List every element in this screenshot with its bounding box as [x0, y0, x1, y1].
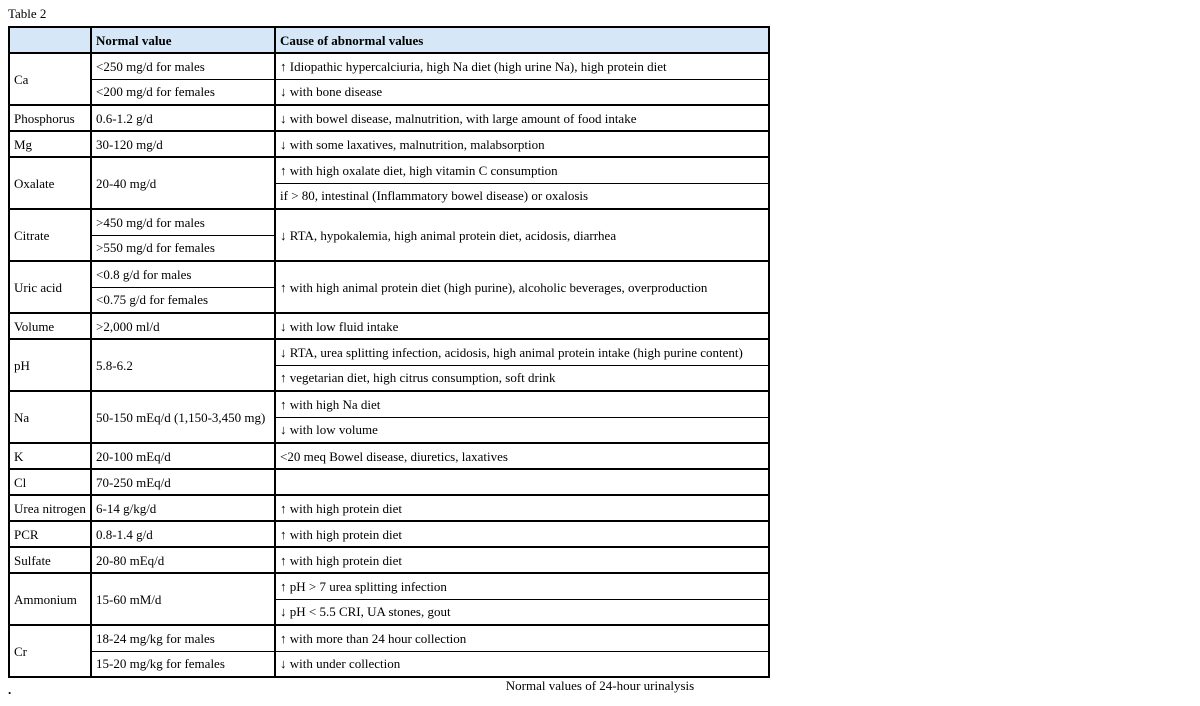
table-cell: Cl: [9, 469, 91, 495]
table-cell: Cr: [9, 625, 91, 677]
column-header: [9, 27, 91, 53]
table-cell: Sulfate: [9, 547, 91, 573]
table-cell: Citrate: [9, 209, 91, 261]
table-cell: ↓ RTA, hypokalemia, high animal protein diet, acidosis, diarrhea: [275, 209, 769, 261]
table-cell: ↑ with high oxalate diet, high vitamin C consumption: [275, 157, 769, 183]
table-row: [9, 651, 769, 677]
column-header: Cause of abnormal values: [275, 27, 769, 53]
table-cell: ↓ with low fluid intake: [275, 313, 769, 339]
table-cell: >450 mg/d for males: [91, 209, 275, 235]
table-cell: >2,000 ml/d: [91, 313, 275, 339]
table-cell: Mg: [9, 131, 91, 157]
table-row: [9, 495, 769, 521]
table-cell: ↑ with high protein diet: [275, 495, 769, 521]
table-cell: 20-40 mg/d: [91, 157, 275, 209]
table-body: [9, 53, 769, 677]
table-cell: 18-24 mg/kg for males: [91, 625, 275, 651]
table-row: [9, 547, 769, 573]
table-cell: Oxalate: [9, 157, 91, 209]
table-cell: Ammonium: [9, 573, 91, 625]
table-cell: 15-60 mM/d: [91, 573, 275, 625]
table-cell: Uric acid: [9, 261, 91, 313]
table-cell: ↓ with low volume: [275, 417, 769, 443]
table-cell: 0.8-1.4 g/d: [91, 521, 275, 547]
table-cell: ↑ pH > 7 urea splitting infection: [275, 573, 769, 599]
stray-period: .: [8, 682, 12, 697]
table-cell: 70-250 mEq/d: [91, 469, 275, 495]
table-cell: 6-14 g/kg/d: [91, 495, 275, 521]
table-row: [9, 443, 769, 469]
column-header: Normal value: [91, 27, 275, 53]
table-cell: K: [9, 443, 91, 469]
table-cell: <0.8 g/d for males: [91, 261, 275, 287]
table-cell: 0.6-1.2 g/d: [91, 105, 275, 131]
table-row: [9, 131, 769, 157]
table-cell: 20-100 mEq/d: [91, 443, 275, 469]
table-row: [9, 573, 769, 599]
table-row: [9, 469, 769, 495]
table-cell: >550 mg/d for females: [91, 235, 275, 261]
table-row: [9, 79, 769, 105]
table-cell: Ca: [9, 53, 91, 105]
table-cell: ↓ with some laxatives, malnutrition, malabsorption: [275, 131, 769, 157]
table-row: [9, 53, 769, 79]
urinalysis-table: [8, 26, 770, 678]
table-cell: <20 meq Bowel disease, diuretics, laxatives: [275, 443, 769, 469]
table-cell: pH: [9, 339, 91, 391]
table-row: [9, 313, 769, 339]
table-number-label: Table 2: [8, 6, 47, 21]
table-caption: Normal values of 24-hour urinalysis: [505, 678, 695, 693]
table-row: [9, 339, 769, 365]
table-cell: ↓ pH < 5.5 CRI, UA stones, gout: [275, 599, 769, 625]
table-cell: Na: [9, 391, 91, 443]
table-row: [9, 625, 769, 651]
table-cell: Urea nitrogen: [9, 495, 91, 521]
table-cell: <200 mg/d for females: [91, 79, 275, 105]
table-cell: ↑ with high protein diet: [275, 521, 769, 547]
table-cell: 50-150 mEq/d (1,150-3,450 mg): [91, 391, 275, 443]
table-row: [9, 261, 769, 287]
table-cell: 15-20 mg/kg for females: [91, 651, 275, 677]
table-row: [9, 105, 769, 131]
table-cell: 30-120 mg/d: [91, 131, 275, 157]
table-row: [9, 157, 769, 183]
table-cell: <250 mg/d for males: [91, 53, 275, 79]
table-cell: 20-80 mEq/d: [91, 547, 275, 573]
table-cell: <0.75 g/d for females: [91, 287, 275, 313]
table-cell: PCR: [9, 521, 91, 547]
table-cell: Volume: [9, 313, 91, 339]
table-cell: ↑ Idiopathic hypercalciuria, high Na diet (high urine Na), high protein diet: [275, 53, 769, 79]
table-cell: ↓ RTA, urea splitting infection, acidosis, high animal protein intake (high purine content): [275, 339, 769, 365]
header-row: [9, 27, 769, 53]
table-cell: ↑ with high protein diet: [275, 547, 769, 573]
table-cell: if > 80, intestinal (Inflammatory bowel disease) or oxalosis: [275, 183, 769, 209]
table-cell: [275, 469, 769, 495]
table-cell: ↑ with more than 24 hour collection: [275, 625, 769, 651]
table-row: [9, 391, 769, 417]
table-header: [9, 27, 769, 53]
table-cell: Phosphorus: [9, 105, 91, 131]
table-row: [9, 209, 769, 235]
table-cell: ↑ with high Na diet: [275, 391, 769, 417]
table-cell: ↓ with bowel disease, malnutrition, with large amount of food intake: [275, 105, 769, 131]
table-cell: ↑ vegetarian diet, high citrus consumption, soft drink: [275, 365, 769, 391]
table-cell: ↓ with under collection: [275, 651, 769, 677]
table-cell: 5.8-6.2: [91, 339, 275, 391]
table-row: [9, 521, 769, 547]
table-cell: ↑ with high animal protein diet (high purine), alcoholic beverages, overproduction: [275, 261, 769, 313]
table-cell: ↓ with bone disease: [275, 79, 769, 105]
